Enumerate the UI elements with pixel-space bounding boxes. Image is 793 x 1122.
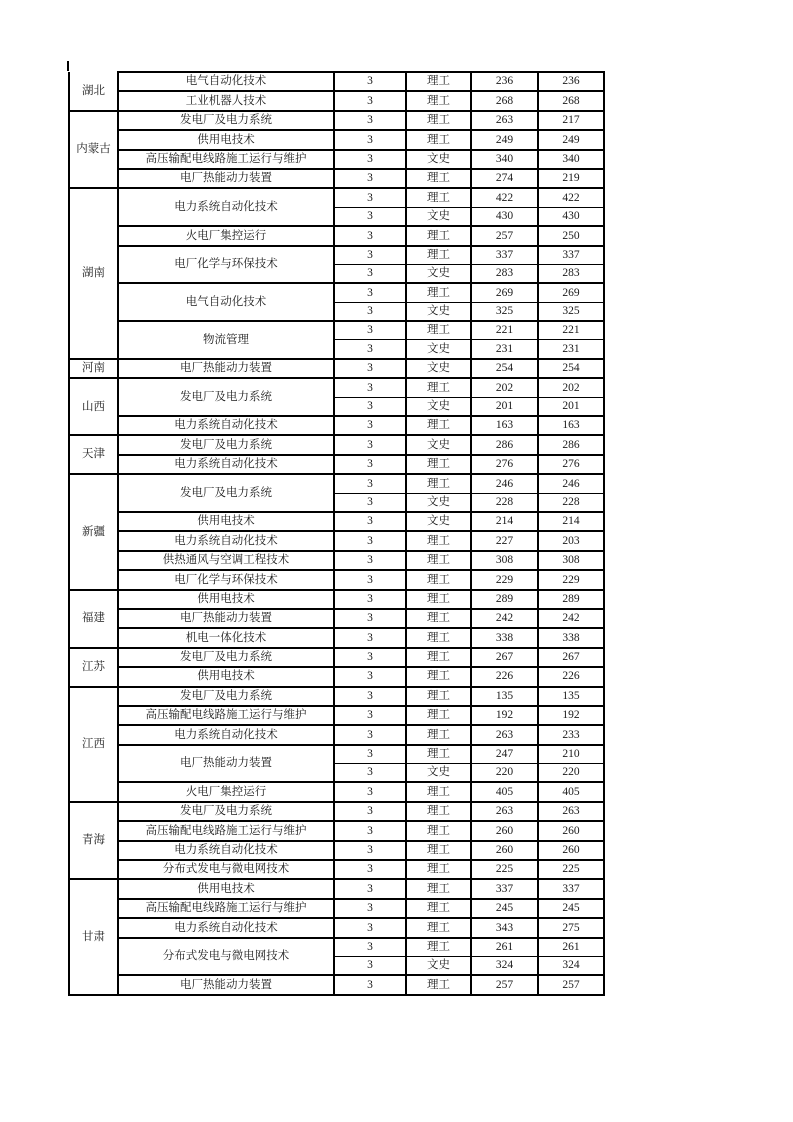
category-cell: 文史	[406, 302, 471, 321]
major-cell: 机电一体化技术	[118, 628, 334, 647]
table-row	[69, 821, 604, 840]
major-cell: 电力系统自动化技术	[118, 531, 334, 550]
table-row	[69, 512, 604, 531]
table-row	[69, 246, 604, 265]
score2-cell: 263	[538, 802, 604, 821]
page-break-border-stub	[67, 61, 69, 71]
score2-cell: 267	[538, 648, 604, 667]
score1-cell: 324	[471, 956, 538, 975]
score1-cell: 337	[471, 246, 538, 265]
table-row	[69, 455, 604, 474]
score2-cell: 261	[538, 938, 604, 957]
major-cell: 电厂热能动力装置	[118, 169, 334, 188]
category-cell: 理工	[406, 860, 471, 879]
major-cell: 电力系统自动化技术	[118, 188, 334, 226]
score2-cell: 249	[538, 130, 604, 149]
years-cell: 3	[334, 416, 406, 435]
category-cell: 文史	[406, 512, 471, 531]
table-row	[69, 687, 604, 706]
score1-cell: 274	[471, 169, 538, 188]
score1-cell: 257	[471, 975, 538, 994]
score2-cell: 308	[538, 551, 604, 570]
score2-cell: 236	[538, 72, 604, 91]
score2-cell: 250	[538, 226, 604, 245]
score1-cell: 201	[471, 397, 538, 416]
category-cell: 理工	[406, 474, 471, 493]
years-cell: 3	[334, 169, 406, 188]
score2-cell: 220	[538, 764, 604, 783]
table-row	[69, 188, 604, 207]
major-cell: 物流管理	[118, 321, 334, 359]
score1-cell: 163	[471, 416, 538, 435]
category-cell: 文史	[406, 493, 471, 512]
category-cell: 理工	[406, 570, 471, 589]
score2-cell: 254	[538, 359, 604, 378]
province-cell: 甘肃	[69, 879, 118, 994]
score1-cell: 225	[471, 860, 538, 879]
category-cell: 理工	[406, 416, 471, 435]
score1-cell: 405	[471, 782, 538, 801]
score1-cell: 289	[471, 590, 538, 609]
score2-cell: 228	[538, 493, 604, 512]
years-cell: 3	[334, 687, 406, 706]
score1-cell: 269	[471, 283, 538, 302]
category-cell: 理工	[406, 130, 471, 149]
years-cell: 3	[334, 628, 406, 647]
score1-cell: 221	[471, 321, 538, 340]
years-cell: 3	[334, 321, 406, 340]
category-cell: 文史	[406, 264, 471, 283]
table-row	[69, 782, 604, 801]
table-row	[69, 111, 604, 130]
score2-cell: 226	[538, 667, 604, 686]
years-cell: 3	[334, 860, 406, 879]
score1-cell: 257	[471, 226, 538, 245]
score2-cell: 275	[538, 918, 604, 937]
category-cell: 理工	[406, 188, 471, 207]
score1-cell: 135	[471, 687, 538, 706]
table-row	[69, 91, 604, 110]
category-cell: 理工	[406, 706, 471, 725]
major-cell: 电力系统自动化技术	[118, 416, 334, 435]
score1-cell: 242	[471, 609, 538, 628]
table-row	[69, 416, 604, 435]
category-cell: 理工	[406, 551, 471, 570]
years-cell: 3	[334, 264, 406, 283]
category-cell: 理工	[406, 821, 471, 840]
province-cell: 山西	[69, 378, 118, 435]
score1-cell: 276	[471, 455, 538, 474]
table-row	[69, 802, 604, 821]
category-cell: 理工	[406, 667, 471, 686]
years-cell: 3	[334, 841, 406, 860]
years-cell: 3	[334, 667, 406, 686]
score2-cell: 192	[538, 706, 604, 725]
major-cell: 电厂化学与环保技术	[118, 246, 334, 284]
score2-cell: 135	[538, 687, 604, 706]
score2-cell: 217	[538, 111, 604, 130]
score1-cell: 214	[471, 512, 538, 531]
years-cell: 3	[334, 359, 406, 378]
major-cell: 电厂热能动力装置	[118, 745, 334, 783]
table-row	[69, 628, 604, 647]
major-cell: 供用电技术	[118, 590, 334, 609]
category-cell: 理工	[406, 879, 471, 898]
province-cell: 江苏	[69, 648, 118, 687]
major-cell: 供热通风与空调工程技术	[118, 551, 334, 570]
score2-cell: 268	[538, 91, 604, 110]
category-cell: 理工	[406, 321, 471, 340]
score1-cell: 192	[471, 706, 538, 725]
category-cell: 文史	[406, 956, 471, 975]
table-row	[69, 745, 604, 764]
years-cell: 3	[334, 130, 406, 149]
table-row	[69, 321, 604, 340]
major-cell: 高压输配电线路施工运行与维护	[118, 150, 334, 169]
score1-cell: 245	[471, 899, 538, 918]
score2-cell: 289	[538, 590, 604, 609]
years-cell: 3	[334, 111, 406, 130]
major-cell: 发电厂及电力系统	[118, 648, 334, 667]
years-cell: 3	[334, 378, 406, 397]
score2-cell: 405	[538, 782, 604, 801]
score2-cell: 260	[538, 841, 604, 860]
score1-cell: 226	[471, 667, 538, 686]
category-cell: 理工	[406, 246, 471, 265]
years-cell: 3	[334, 340, 406, 359]
score1-cell: 338	[471, 628, 538, 647]
category-cell: 理工	[406, 782, 471, 801]
major-cell: 电力系统自动化技术	[118, 455, 334, 474]
table-row	[69, 283, 604, 302]
category-cell: 文史	[406, 764, 471, 783]
years-cell: 3	[334, 879, 406, 898]
table-row	[69, 378, 604, 397]
years-cell: 3	[334, 246, 406, 265]
score1-cell: 267	[471, 648, 538, 667]
years-cell: 3	[334, 821, 406, 840]
table-row	[69, 590, 604, 609]
major-cell: 电厂化学与环保技术	[118, 570, 334, 589]
years-cell: 3	[334, 188, 406, 207]
years-cell: 3	[334, 474, 406, 493]
major-cell: 电厂热能动力装置	[118, 609, 334, 628]
years-cell: 3	[334, 570, 406, 589]
score2-cell: 269	[538, 283, 604, 302]
table-row	[69, 879, 604, 898]
major-cell: 发电厂及电力系统	[118, 378, 334, 416]
score1-cell: 263	[471, 725, 538, 744]
years-cell: 3	[334, 207, 406, 226]
score2-cell: 325	[538, 302, 604, 321]
province-cell: 湖南	[69, 188, 118, 359]
table-row	[69, 725, 604, 744]
years-cell: 3	[334, 975, 406, 994]
major-cell: 电力系统自动化技术	[118, 918, 334, 937]
category-cell: 文史	[406, 359, 471, 378]
category-cell: 理工	[406, 111, 471, 130]
years-cell: 3	[334, 706, 406, 725]
major-cell: 发电厂及电力系统	[118, 474, 334, 512]
years-cell: 3	[334, 91, 406, 110]
table-row	[69, 130, 604, 149]
table-row	[69, 706, 604, 725]
years-cell: 3	[334, 764, 406, 783]
score2-cell: 214	[538, 512, 604, 531]
category-cell: 理工	[406, 841, 471, 860]
table-row	[69, 648, 604, 667]
years-cell: 3	[334, 455, 406, 474]
category-cell: 文史	[406, 207, 471, 226]
category-cell: 理工	[406, 938, 471, 957]
years-cell: 3	[334, 72, 406, 91]
score2-cell: 338	[538, 628, 604, 647]
province-cell: 天津	[69, 435, 118, 474]
years-cell: 3	[334, 725, 406, 744]
score1-cell: 236	[471, 72, 538, 91]
score2-cell: 246	[538, 474, 604, 493]
score1-cell: 268	[471, 91, 538, 110]
score1-cell: 260	[471, 821, 538, 840]
major-cell: 工业机器人技术	[118, 91, 334, 110]
score2-cell: 242	[538, 609, 604, 628]
years-cell: 3	[334, 745, 406, 764]
years-cell: 3	[334, 956, 406, 975]
score1-cell: 254	[471, 359, 538, 378]
table-row	[69, 531, 604, 550]
years-cell: 3	[334, 150, 406, 169]
major-cell: 高压输配电线路施工运行与维护	[118, 706, 334, 725]
score1-cell: 340	[471, 150, 538, 169]
score2-cell: 221	[538, 321, 604, 340]
years-cell: 3	[334, 938, 406, 957]
score1-cell: 231	[471, 340, 538, 359]
score1-cell: 283	[471, 264, 538, 283]
years-cell: 3	[334, 918, 406, 937]
category-cell: 理工	[406, 169, 471, 188]
score1-cell: 263	[471, 802, 538, 821]
category-cell: 理工	[406, 687, 471, 706]
category-cell: 文史	[406, 397, 471, 416]
score1-cell: 249	[471, 130, 538, 149]
score2-cell: 283	[538, 264, 604, 283]
years-cell: 3	[334, 531, 406, 550]
score1-cell: 229	[471, 570, 538, 589]
category-cell: 文史	[406, 340, 471, 359]
category-cell: 理工	[406, 725, 471, 744]
years-cell: 3	[334, 302, 406, 321]
category-cell: 理工	[406, 745, 471, 764]
major-cell: 发电厂及电力系统	[118, 687, 334, 706]
major-cell: 供用电技术	[118, 667, 334, 686]
category-cell: 文史	[406, 435, 471, 454]
table-row	[69, 667, 604, 686]
major-cell: 高压输配电线路施工运行与维护	[118, 899, 334, 918]
table-row	[69, 899, 604, 918]
province-cell: 福建	[69, 590, 118, 648]
category-cell: 理工	[406, 378, 471, 397]
major-cell: 电力系统自动化技术	[118, 841, 334, 860]
score1-cell: 247	[471, 745, 538, 764]
score2-cell: 233	[538, 725, 604, 744]
province-cell: 内蒙古	[69, 111, 118, 189]
score2-cell: 337	[538, 879, 604, 898]
major-cell: 电厂热能动力装置	[118, 359, 334, 378]
category-cell: 理工	[406, 918, 471, 937]
years-cell: 3	[334, 435, 406, 454]
score2-cell: 225	[538, 860, 604, 879]
score2-cell: 337	[538, 246, 604, 265]
years-cell: 3	[334, 283, 406, 302]
category-cell: 理工	[406, 590, 471, 609]
table-row	[69, 938, 604, 957]
table-row	[69, 150, 604, 169]
province-cell: 湖北	[69, 72, 118, 111]
major-cell: 分布式发电与微电网技术	[118, 860, 334, 879]
score1-cell: 261	[471, 938, 538, 957]
score1-cell: 422	[471, 188, 538, 207]
category-cell: 理工	[406, 975, 471, 994]
score2-cell: 203	[538, 531, 604, 550]
major-cell: 电气自动化技术	[118, 283, 334, 321]
category-cell: 理工	[406, 628, 471, 647]
years-cell: 3	[334, 899, 406, 918]
score2-cell: 257	[538, 975, 604, 994]
province-cell: 新疆	[69, 474, 118, 589]
score1-cell: 202	[471, 378, 538, 397]
score2-cell: 340	[538, 150, 604, 169]
years-cell: 3	[334, 397, 406, 416]
score1-cell: 337	[471, 879, 538, 898]
score2-cell: 430	[538, 207, 604, 226]
score2-cell: 245	[538, 899, 604, 918]
table-row	[69, 860, 604, 879]
table-row	[69, 435, 604, 454]
category-cell: 理工	[406, 91, 471, 110]
category-cell: 理工	[406, 609, 471, 628]
score1-cell: 286	[471, 435, 538, 454]
score1-cell: 246	[471, 474, 538, 493]
table-row	[69, 841, 604, 860]
score1-cell: 228	[471, 493, 538, 512]
category-cell: 理工	[406, 283, 471, 302]
category-cell: 理工	[406, 72, 471, 91]
category-cell: 理工	[406, 226, 471, 245]
major-cell: 发电厂及电力系统	[118, 802, 334, 821]
major-cell: 火电厂集控运行	[118, 782, 334, 801]
category-cell: 理工	[406, 531, 471, 550]
score2-cell: 201	[538, 397, 604, 416]
province-cell: 河南	[69, 359, 118, 378]
province-cell: 青海	[69, 802, 118, 880]
years-cell: 3	[334, 493, 406, 512]
major-cell: 电力系统自动化技术	[118, 725, 334, 744]
major-cell: 高压输配电线路施工运行与维护	[118, 821, 334, 840]
score2-cell: 210	[538, 745, 604, 764]
table-row	[69, 918, 604, 937]
score2-cell: 202	[538, 378, 604, 397]
category-cell: 理工	[406, 802, 471, 821]
score2-cell: 276	[538, 455, 604, 474]
category-cell: 文史	[406, 150, 471, 169]
score2-cell: 324	[538, 956, 604, 975]
score1-cell: 308	[471, 551, 538, 570]
score1-cell: 227	[471, 531, 538, 550]
score1-cell: 430	[471, 207, 538, 226]
score2-cell: 163	[538, 416, 604, 435]
years-cell: 3	[334, 648, 406, 667]
score1-cell: 220	[471, 764, 538, 783]
years-cell: 3	[334, 512, 406, 531]
years-cell: 3	[334, 551, 406, 570]
table-row	[69, 570, 604, 589]
major-cell: 电厂热能动力装置	[118, 975, 334, 994]
years-cell: 3	[334, 609, 406, 628]
major-cell: 发电厂及电力系统	[118, 435, 334, 454]
years-cell: 3	[334, 802, 406, 821]
category-cell: 理工	[406, 648, 471, 667]
category-cell: 理工	[406, 455, 471, 474]
major-cell: 火电厂集控运行	[118, 226, 334, 245]
score2-cell: 422	[538, 188, 604, 207]
scores-table	[68, 71, 605, 996]
major-cell: 供用电技术	[118, 879, 334, 898]
major-cell: 发电厂及电力系统	[118, 111, 334, 130]
category-cell: 理工	[406, 899, 471, 918]
score1-cell: 260	[471, 841, 538, 860]
table-row	[69, 551, 604, 570]
years-cell: 3	[334, 782, 406, 801]
scores-table-body	[69, 72, 604, 995]
score1-cell: 343	[471, 918, 538, 937]
score2-cell: 286	[538, 435, 604, 454]
score1-cell: 263	[471, 111, 538, 130]
years-cell: 3	[334, 590, 406, 609]
score2-cell: 231	[538, 340, 604, 359]
table-row	[69, 169, 604, 188]
province-cell: 江西	[69, 687, 118, 802]
score2-cell: 219	[538, 169, 604, 188]
major-cell: 供用电技术	[118, 512, 334, 531]
score2-cell: 229	[538, 570, 604, 589]
table-row	[69, 226, 604, 245]
table-row	[69, 359, 604, 378]
table-row	[69, 72, 604, 91]
score1-cell: 325	[471, 302, 538, 321]
major-cell: 供用电技术	[118, 130, 334, 149]
table-row	[69, 975, 604, 994]
table-row	[69, 474, 604, 493]
table-row	[69, 609, 604, 628]
major-cell: 分布式发电与微电网技术	[118, 938, 334, 976]
major-cell: 电气自动化技术	[118, 72, 334, 91]
years-cell: 3	[334, 226, 406, 245]
score2-cell: 260	[538, 821, 604, 840]
